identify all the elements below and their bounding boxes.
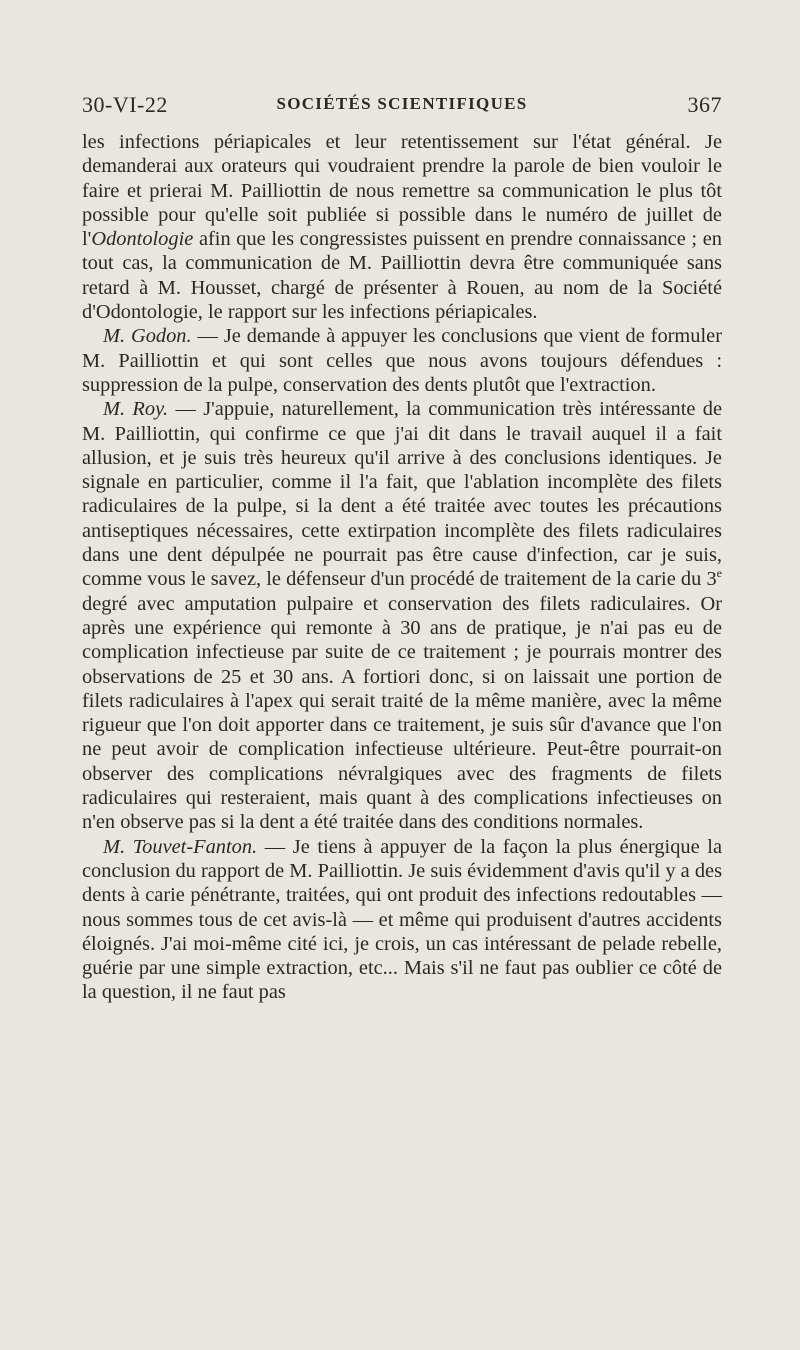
journal-title: Odontologie xyxy=(91,228,194,251)
speaker-name: M. Godon. xyxy=(103,325,192,348)
paragraph-text: — Je tiens à appuyer de la façon la plus énergique la conclusion du rapport de M. Pailliottin. Je suis évidemment d'avis qu'il y a des dents à carie pénétrante, traitées, qui ont produit des infections redoutables — nous sommes tous de cet avis-là — et même qui produisent d'autres accidents éloignés. J'ai moi-même cité ici, je crois, un cas intéressant de pelade rebelle, guérie par une simple extraction, etc... Mais s'il ne faut pas oublier ce côté de la question, il ne faut pas xyxy=(82,835,722,1004)
paragraph-text: afin que les congressistes puissent en prendre connaissance ; en tout cas, la communication de M. Pailliottin devra être communiquée sans retard à M. Housset, chargé de présenter à Rouen, au nom de la Société d'Odontologie, le rapport sur les infections périapicales. xyxy=(82,228,722,324)
paragraph-godon xyxy=(82,324,722,397)
header-section-title: SOCIÉTÉS SCIENTIFIQUES xyxy=(276,94,528,113)
body-text xyxy=(82,130,722,1005)
running-header xyxy=(82,92,722,120)
ordinal-superscript: e xyxy=(716,566,722,581)
speaker-name: M. Touvet-Fanton. xyxy=(103,835,258,858)
header-date: 30-VI-22 xyxy=(82,92,168,117)
paragraph-text: les infections périapicales et leur retentissement sur l'état général. Je demanderai aux orateurs qui voudraient prendre la parole de bien vouloir le faire et prierai M. Pailliottin de nous remettre sa communication le plus tôt possible pour qu'elle soit publiée si possible dans le numéro de juillet de l' xyxy=(82,131,722,251)
paragraph-continuation xyxy=(82,130,722,324)
speaker-name: M. Roy. xyxy=(103,398,169,421)
paragraph-touvet-fanton xyxy=(82,835,722,1005)
paragraph-text: degré avec amputation pulpaire et conservation des filets radiculaires. Or après une expérience qui remonte à 30 ans de pratique, je n'ai pas eu de complication infectieuse par suite de ce traitement ; je pourrais montrer des observations de 25 et 30 ans. A fortiori donc, si on laissait une portion de filets radiculaires à l'apex qui serait traité de la même manière, avec la même rigueur que l'on doit apporter dans ce traitement, je suis sûr d'avance que l'on ne peut avoir de complication infectieuse ultérieure. Peut-être pourrait-on observer des complications névralgiques avec des fragments de filets radiculaires qui resteraient, mais quant à des complications infectieuses on n'en observe pas si la dent a été traitée dans des conditions normales. xyxy=(82,592,722,834)
paragraph-text: — Je demande à appuyer les conclusions que vient de formuler M. Pailliottin et qui sont celles que nous avons toujours défendues : suppression de la pulpe, conservation des dents plutôt que l'extraction. xyxy=(82,325,722,396)
page-number: 367 xyxy=(687,92,722,117)
paragraph-roy xyxy=(82,397,722,834)
paragraph-text: — J'appuie, naturellement, la communication très intéressante de M. Pailliottin, qui confirme ce que j'ai dit dans le travail auquel il a fait allusion, et je suis très heureux qu'il arrive à des conclusions identiques. Je signale en particulier, comme il l'a fait, que l'ablation incomplète des filets radiculaires de la pulpe, si la dent a été traitée avec toutes les précautions antiseptiques nécessaires, cette extirpation incomplète des filets radiculaires dans une dent dépulpée ne pourrait pas être cause d'infection, car je suis, comme vous le savez, le défenseur d'un procédé de traitement de la carie du 3 xyxy=(82,398,723,591)
